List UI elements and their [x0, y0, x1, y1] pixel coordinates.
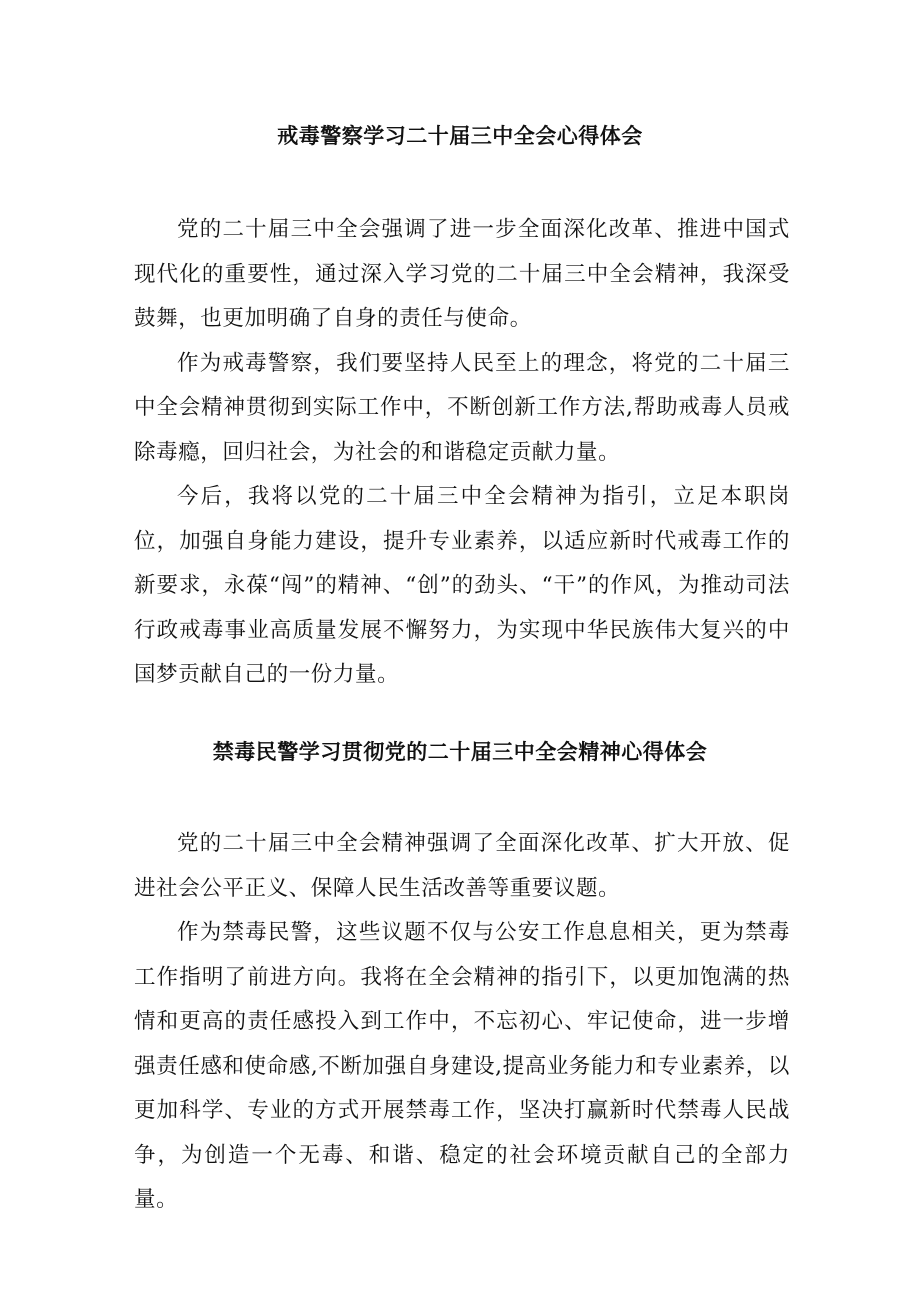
article-1-paragraph-1: 党的二十届三中全会强调了进一步全面深化改革、推进中国式现代化的重要性，通过深入学习党的二十届三中全会精神，我深受鼓舞，也更加明确了自身的责任与使命。 — [134, 217, 790, 331]
article-2-paragraph-2: 作为禁毒民警，这些议题不仅与公安工作息息相关，更为禁毒工作指明了前进方向。我将在全会精神的指引下，以更加饱满的热情和更高的责任感投入到工作中，不忘初心、牢记使命，进一步增强责任感和使命感,不断加强自身建设,提高业务能力和专业素养，以更加科学、专业的方式开展禁毒工作，坚决打赢新时代禁毒人民战争，为创造一个无毒、和谐、稳定的社会环境贡献自己的全部力量。 — [134, 920, 790, 1212]
article-1-title: 戒毒警察学习二十届三中全会心得体会 — [277, 124, 643, 148]
article-2-paragraph-1: 党的二十届三中全会精神强调了全面深化改革、扩大开放、促进社会公平正义、保障人民生活改善等重要议题。 — [134, 831, 790, 901]
article-1-body — [134, 208, 790, 698]
article-1-paragraph-3: 今后，我将以党的二十届三中全会精神为指引，立足本职岗位，加强自身能力建设，提升专业素养，以适应新时代戒毒工作的新要求，永葆“闯”的精神、“创”的劲头、“干”的作风，为推动司法行政戒毒事业高质量发展不懈努力，为实现中华民族伟大复兴的中国梦贡献自己的一份力量。 — [134, 484, 790, 687]
article-2-body — [134, 822, 790, 1223]
article-1-paragraph-2: 作为戒毒警察，我们要坚持人民至上的理念，将党的二十届三中全会精神贯彻到实际工作中，不断创新工作方法,帮助戒毒人员戒除毒瘾，回归社会，为社会的和谐稳定贡献力量。 — [134, 350, 790, 465]
article-2-title: 禁毒民警学习贯彻党的二十届三中全会精神心得体会 — [212, 740, 708, 764]
